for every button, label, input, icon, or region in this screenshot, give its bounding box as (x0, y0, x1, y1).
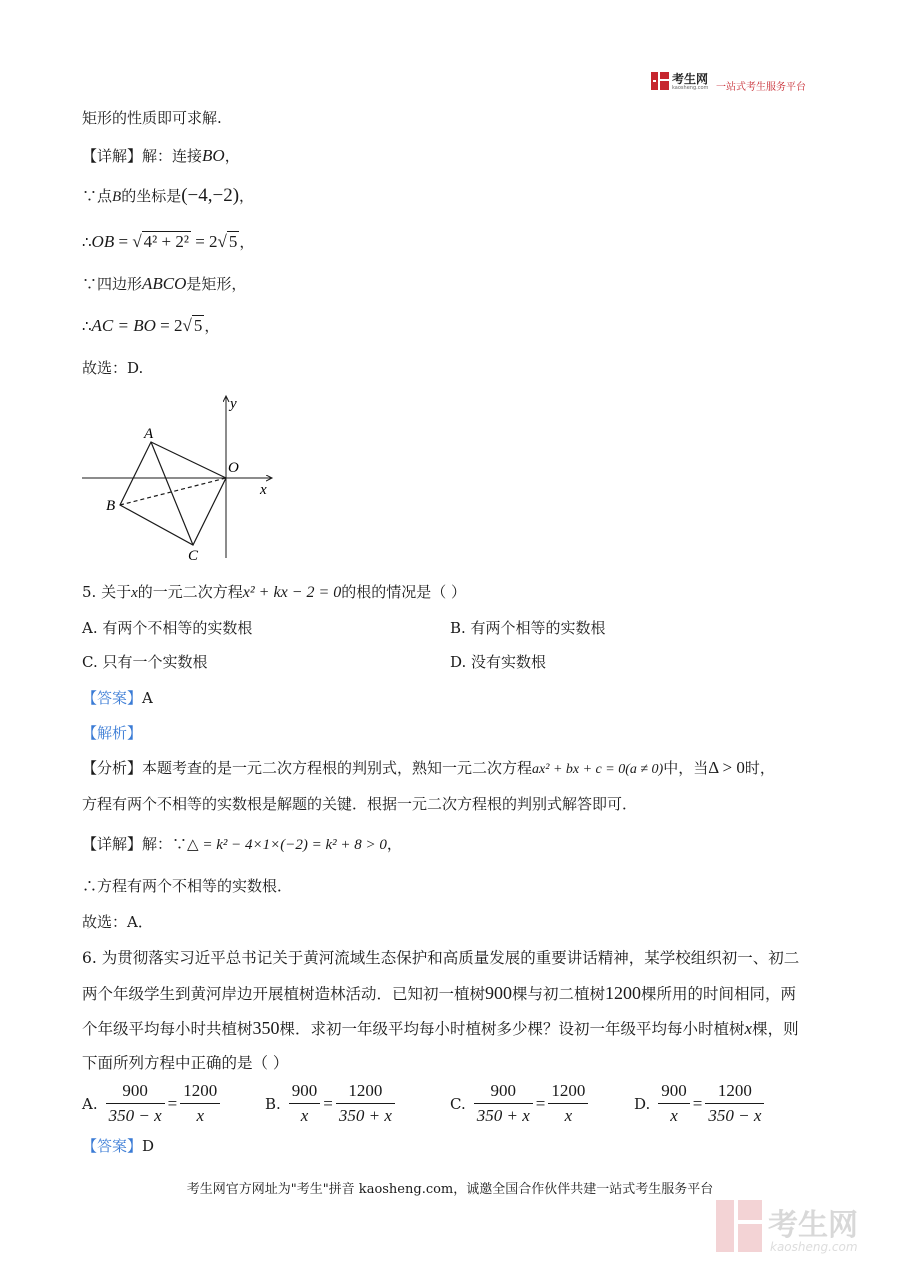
numerator: 1200 (180, 1080, 220, 1104)
detail-tag: 【详解】 (82, 147, 143, 165)
numerator: 900 (106, 1080, 165, 1104)
comma: ， (239, 187, 255, 205)
denominator: x (670, 1106, 678, 1125)
equals-sign: = (535, 1093, 546, 1113)
detail-tag: 【详解】 (82, 835, 143, 853)
label-a: A (144, 426, 154, 442)
comma: ， (239, 233, 255, 251)
watermark-domain: kaosheng.com (770, 1240, 858, 1254)
fraction (336, 1080, 395, 1127)
ob-rhs: = 2 (190, 232, 218, 251)
ob-eq: = (114, 232, 133, 251)
denominator: 350 − x (108, 1106, 162, 1125)
q5-stem (82, 582, 466, 603)
ob-var: OB (91, 232, 115, 251)
rectangle-figure (78, 392, 288, 564)
q5-option-d: D. 没有实数根 (450, 653, 547, 671)
bo-var: BO (202, 146, 225, 165)
logo-slogan: 一站式考生服务平台 (716, 82, 806, 93)
q6-n350: 350 (252, 1018, 280, 1038)
quad-name: ABCO (142, 274, 187, 293)
sqrt-sign: √ (217, 232, 227, 251)
fraction (106, 1080, 165, 1127)
answer-tag: 【答案】 (82, 689, 143, 707)
denominator: 350 + x (476, 1106, 530, 1125)
q5-stem-x: x (131, 585, 138, 601)
q6-option-a (82, 1080, 220, 1127)
ac-rhs: = 2 (155, 316, 183, 335)
q6-option-b (265, 1080, 395, 1127)
denominator: 350 + x (338, 1106, 392, 1125)
label-c: C (188, 548, 199, 564)
detail-pre: 解：∵ (142, 835, 188, 853)
numerator: 900 (474, 1080, 533, 1104)
q6-line2-post: 棵所用的时间相同，两 (641, 985, 797, 1003)
label-o: O (228, 460, 239, 476)
q5-conclusion: ∴方程有两个不相等的实数根． (82, 877, 293, 895)
fenxi-eq: ax² + bx + c = 0(a ≠ 0) (532, 762, 664, 777)
q6-line2-pre: 两个年级学生到黄河岸边开展植树造林活动．已知初一植树 (82, 985, 486, 1003)
segment-bo (120, 478, 226, 505)
sqrt-sign: √ (182, 316, 192, 335)
watermark-logo-icon (716, 1200, 762, 1252)
ac-sqrt: 5 (193, 316, 203, 335)
q5-detail-line (82, 834, 402, 855)
q6-line1: 6. 为贯彻落实习近平总书记关于黄河流域生态保护和高质量发展的重要讲话精神，某学校组织初一、初二 (82, 949, 800, 967)
equals-sign: = (167, 1093, 178, 1113)
q6-n900: 900 (485, 983, 513, 1003)
ac-var: AC = BO (91, 316, 156, 335)
q4-point-b-line (82, 186, 254, 207)
q6-answer-line (82, 1136, 154, 1156)
q6-line3 (82, 1018, 799, 1039)
q5-stem-eq: x² + kx − 2 = 0 (242, 584, 342, 601)
q6-option-d (634, 1080, 764, 1127)
fenxi-delta: Δ > 0 (708, 758, 745, 777)
q6-n1200: 1200 (605, 983, 642, 1003)
point-b-coord: (−4,−2) (181, 185, 240, 206)
option-label: B. (265, 1094, 281, 1113)
ob-sqrt-body: 4² + 2² (143, 232, 189, 251)
q5-choose: 故选：A． (82, 913, 153, 931)
fraction (289, 1080, 321, 1127)
fraction (705, 1080, 764, 1127)
option-label: C. (450, 1094, 466, 1113)
q6-line3-mid: 棵．求初一年级平均每小时植树多少棵？设初一年级平均每小时植树 (279, 1020, 745, 1038)
q4-ob-line (82, 232, 254, 252)
q5-stem-pre: 5. 关于 (82, 583, 132, 601)
q4-detail-line (82, 146, 240, 166)
equals-sign: = (323, 1093, 333, 1113)
detail-eq: △ = k² − 4×1×(−2) = k² + 8 > 0 (187, 837, 387, 853)
watermark-text: 考生网 (768, 1208, 858, 1243)
q5-stem-post: 的根的情况是（ ） (341, 583, 467, 601)
q6-line2-mid: 棵与初二植树 (512, 985, 606, 1003)
q5-option-b: B. 有两个相等的实数根 (450, 619, 606, 637)
comma: ， (204, 317, 220, 335)
fraction (180, 1080, 220, 1127)
q6-line2 (82, 983, 796, 1004)
denominator: 350 − x (708, 1106, 762, 1125)
denominator: x (300, 1106, 309, 1125)
diagonal-ac (151, 442, 193, 545)
q4-ac-line (82, 316, 219, 336)
kaosheng-logo-icon (651, 72, 669, 90)
point-b-label: B (112, 189, 122, 205)
numerator: 1200 (336, 1080, 395, 1104)
quad-post: 是矩形， (186, 275, 247, 293)
q5-fenxi-line2: 方程有两个不相等的实数根是解题的关键．根据一元二次方程根的判别式解答即可． (82, 795, 638, 813)
q5-answer-line (82, 688, 153, 708)
sqrt-sign: √ (132, 232, 142, 251)
q6-line3-pre: 个年级平均每小时共植树 (82, 1020, 253, 1038)
q5-fenxi-line1 (82, 758, 775, 780)
q5-answer: A (142, 689, 153, 707)
q6-x: x (744, 1019, 753, 1038)
q5-analysis-tag: 【解析】 (82, 724, 143, 742)
detail-post: ， (386, 835, 402, 853)
point-b-pre: ∵点 (82, 187, 113, 205)
q6-option-c (450, 1080, 588, 1127)
fenxi-text1: 本题考查的是一元二次方程根的判别式，熟知一元二次方程 (142, 759, 533, 777)
option-label: A. (82, 1094, 98, 1113)
denominator: x (564, 1106, 573, 1125)
fraction (474, 1080, 533, 1127)
logo-name: 考生网 (672, 72, 709, 86)
rectangle-abco (120, 442, 226, 545)
comma: ， (224, 147, 240, 165)
logo-domain: kaosheng.com (672, 85, 709, 91)
therefore: ∴ (82, 317, 92, 335)
q5-option-a: A. 有两个不相等的实数根 (82, 619, 253, 637)
numerator: 900 (658, 1080, 690, 1104)
fraction (658, 1080, 690, 1127)
q4-choose-line: 故选：D. (82, 359, 144, 377)
q4-intro-line: 矩形的性质即可求解. (82, 109, 222, 127)
numerator: 1200 (548, 1080, 588, 1104)
ob-rhs-sqrt: 5 (228, 232, 238, 251)
option-label: D. (634, 1094, 651, 1113)
page-footer: 考生网官方网址为"考生"拼音 kaosheng.com，诚邀全国合作伙伴共建一站式考生服务平台 (186, 1182, 714, 1197)
quad-pre: ∵四边形 (82, 275, 143, 293)
label-y: y (230, 396, 237, 412)
numerator: 900 (289, 1080, 321, 1104)
fenxi-text3: 时， (744, 759, 775, 777)
point-b-mid: 的坐标是 (121, 187, 182, 205)
label-b: B (106, 498, 116, 514)
q5-stem-mid: 的一元二次方程 (137, 583, 243, 601)
fraction (548, 1080, 588, 1127)
detail-text: 解：连接 (142, 147, 203, 165)
therefore: ∴ (82, 233, 92, 251)
q6-line3-post: 棵，则 (752, 1020, 799, 1038)
numerator: 1200 (705, 1080, 764, 1104)
answer-tag: 【答案】 (82, 1137, 143, 1155)
q5-option-c: C. 只有一个实数根 (82, 653, 208, 671)
denominator: x (196, 1106, 204, 1125)
fenxi-tag: 【分析】 (82, 759, 143, 777)
q6-line4: 下面所列方程中正确的是（ ） (82, 1054, 289, 1072)
label-x: x (260, 482, 267, 498)
q6-answer: D (142, 1137, 155, 1155)
q4-quad-line (82, 274, 246, 294)
equals-sign: = (692, 1093, 703, 1113)
fenxi-text2: 中，当 (663, 759, 709, 777)
